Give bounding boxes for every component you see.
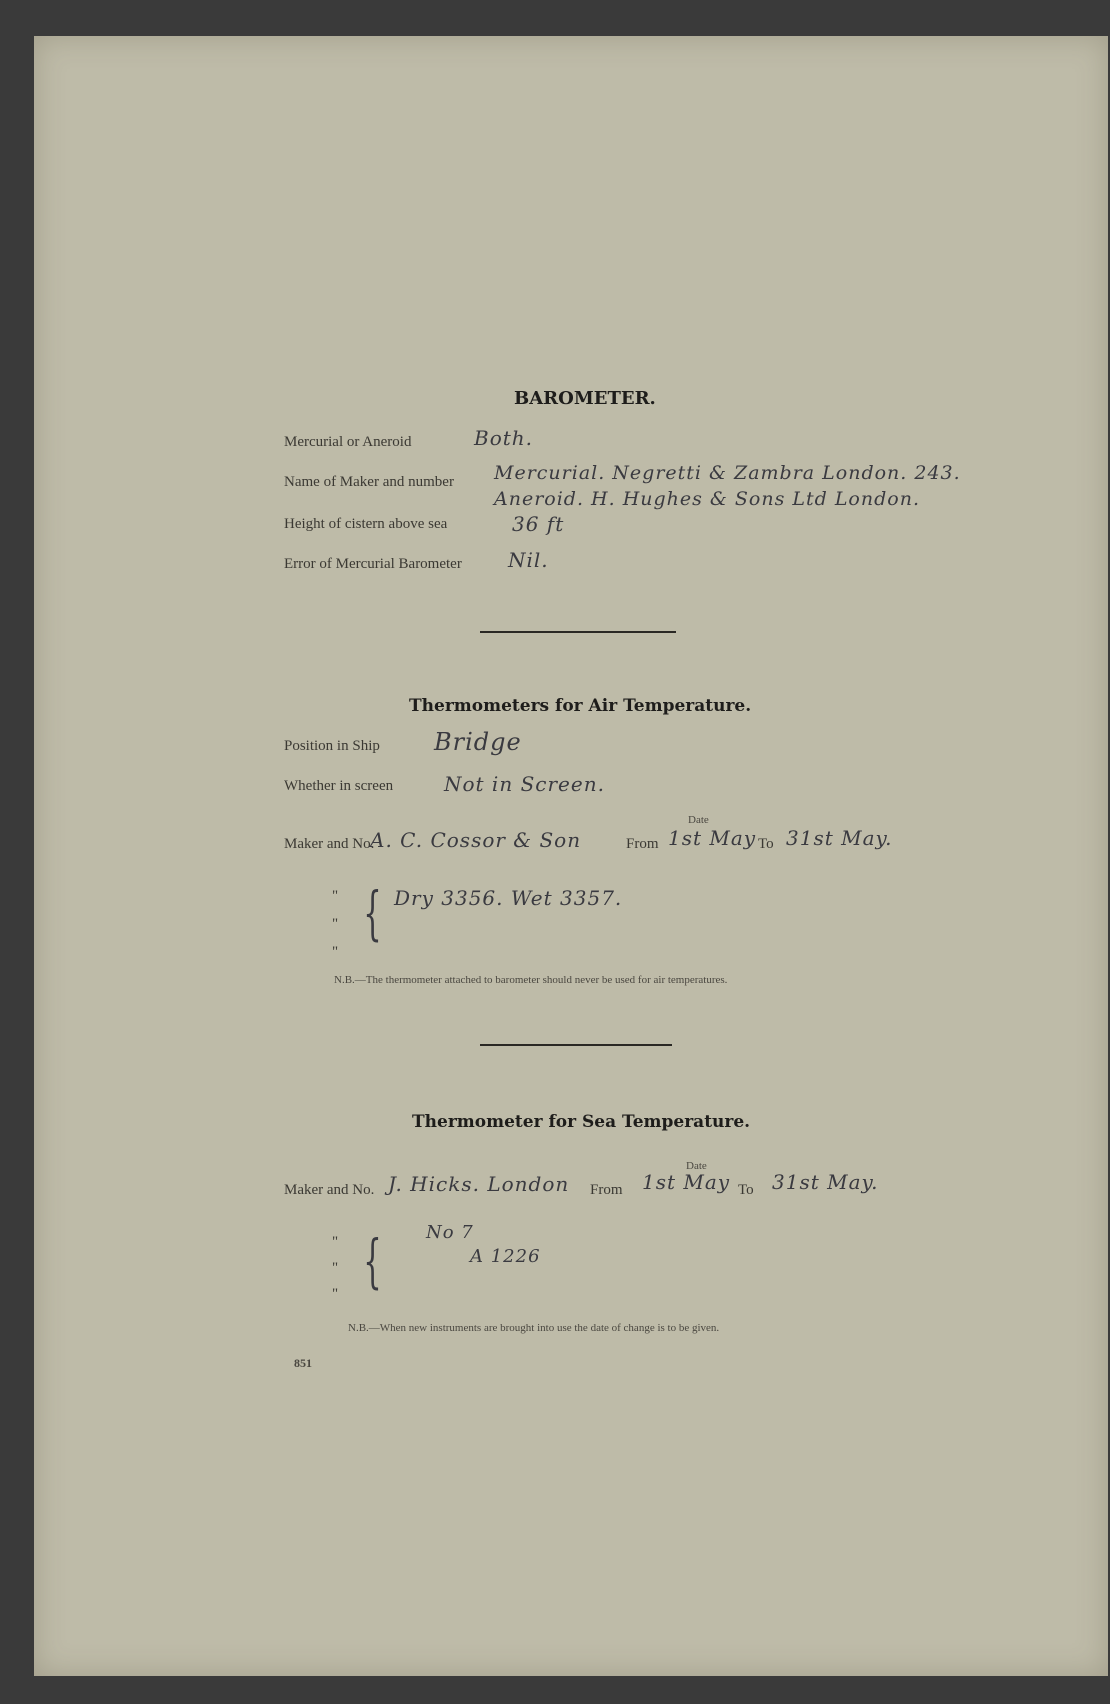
maker-value-2: Aneroid. H. Hughes & Sons Ltd London. xyxy=(494,488,920,510)
mercurial-label: Mercurial or Aneroid xyxy=(284,434,412,450)
air-heading: Thermometers for Air Temperature. xyxy=(409,696,752,716)
air-ditto-3: " xyxy=(332,944,339,960)
section-divider-2 xyxy=(480,1044,672,1046)
sea-brace: { xyxy=(363,1227,382,1295)
air-brace: { xyxy=(363,879,382,947)
error-label: Error of Mercurial Barometer xyxy=(284,556,462,572)
air-to-value: 31st May. xyxy=(786,826,893,850)
error-value: Nil. xyxy=(508,548,549,572)
sea-to-label: To xyxy=(738,1182,754,1198)
air-from-label: From xyxy=(626,836,659,852)
air-date-label: Date xyxy=(688,814,709,826)
sea-number-line-2: A 1226 xyxy=(470,1246,541,1267)
page-number: 851 xyxy=(294,1356,312,1370)
mercurial-value: Both. xyxy=(474,426,534,450)
logbook-page xyxy=(34,36,1108,1676)
air-to-label: To xyxy=(758,836,774,852)
air-numbers-value: Dry 3356. Wet 3357. xyxy=(394,886,623,910)
sea-maker-value: J. Hicks. London xyxy=(388,1172,570,1196)
sea-ditto-1: " xyxy=(332,1234,339,1250)
sea-heading: Thermometer for Sea Temperature. xyxy=(412,1112,751,1132)
maker-value-1: Mercurial. Negretti & Zambra London. 243. xyxy=(494,462,961,484)
section-divider xyxy=(480,631,676,633)
sea-date-label: Date xyxy=(686,1160,707,1172)
sea-ditto-3: " xyxy=(332,1286,339,1302)
sea-from-label: From xyxy=(590,1182,623,1198)
screen-label: Whether in screen xyxy=(284,778,394,794)
sea-from-value: 1st May xyxy=(642,1170,731,1194)
screen-value: Not in Screen. xyxy=(444,772,605,796)
air-note: N.B.—The thermometer attached to barometer should never be used for air temperatures. xyxy=(334,974,728,986)
air-maker-label: Maker and No. xyxy=(284,836,375,852)
air-from-value: 1st May xyxy=(668,826,757,850)
air-maker-value: A. C. Cossor & Son xyxy=(370,828,582,852)
sea-maker-label: Maker and No. xyxy=(284,1182,375,1198)
sea-ditto-2: " xyxy=(332,1260,339,1276)
sea-to-value: 31st May. xyxy=(772,1170,879,1194)
cistern-value: 36 ft xyxy=(512,512,565,536)
cistern-label: Height of cistern above sea xyxy=(284,516,448,532)
position-value: Bridge xyxy=(434,728,522,756)
sea-note: N.B.—When new instruments are brought into use the date of change is to be given. xyxy=(348,1322,720,1334)
position-label: Position in Ship xyxy=(284,738,380,754)
maker-label: Name of Maker and number xyxy=(284,474,454,490)
barometer-heading: BAROMETER. xyxy=(514,388,656,409)
air-ditto-2: " xyxy=(332,916,339,932)
sea-number-line-1: No 7 xyxy=(426,1222,474,1243)
air-ditto-1: " xyxy=(332,888,339,904)
